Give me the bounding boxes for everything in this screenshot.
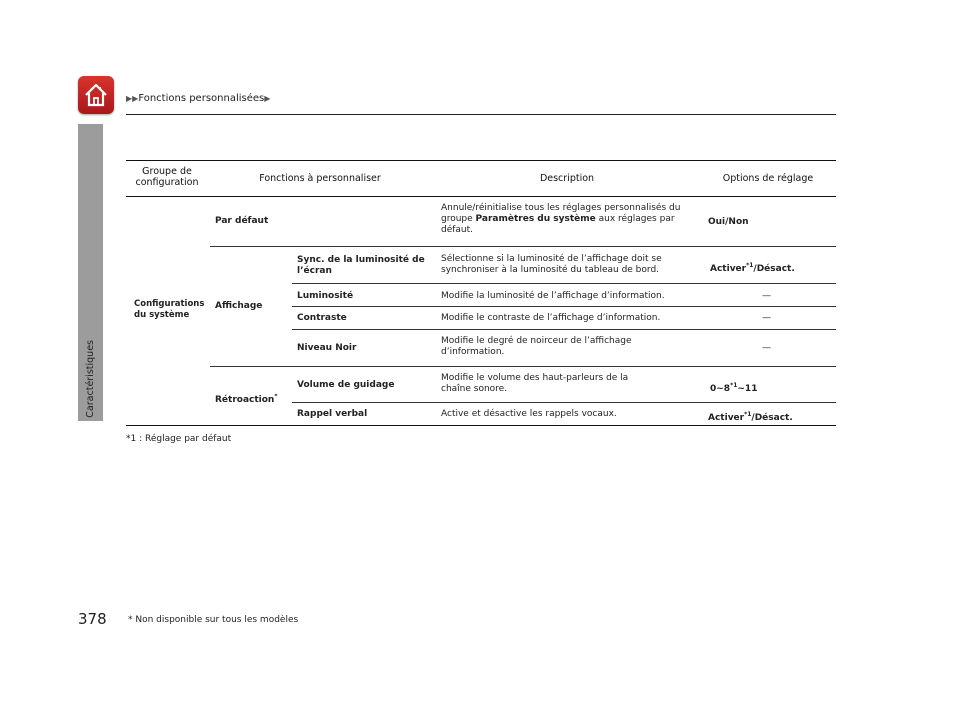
page-number: 378 bbox=[78, 610, 107, 628]
par-defaut-description: Annule/réinitialise tous les réglages personnalisés du groupe Paramètres du système aux réglages par défaut. bbox=[441, 203, 681, 235]
niveau-noir-option: — bbox=[762, 343, 771, 353]
row-rule bbox=[210, 366, 836, 367]
contraste-option: — bbox=[762, 313, 771, 323]
niveau-noir-description: Modifie le degré de noirceur de l’affichage d’information. bbox=[441, 336, 632, 357]
retroaction-label: Rétroaction* bbox=[215, 393, 278, 405]
luminosite-option: — bbox=[762, 291, 771, 301]
table-bottom-rule bbox=[126, 425, 836, 426]
contraste-function: Contraste bbox=[297, 313, 347, 323]
rappel-verbal-option: Activer$^{*1}$/Désact. bbox=[708, 411, 793, 423]
niveau-noir-function: Niveau Noir bbox=[297, 343, 357, 353]
rappel-verbal-function: Rappel verbal bbox=[297, 409, 368, 419]
header-rule bbox=[126, 114, 836, 115]
volume-guidage-description: Modifie le volume des haut-parleurs de la chaîne sonore. bbox=[441, 373, 629, 394]
row-rule bbox=[292, 329, 836, 330]
breadcrumb-arrow-icon: ▶ bbox=[264, 94, 271, 103]
row-rule bbox=[292, 402, 836, 403]
luminosite-function: Luminosité bbox=[297, 291, 354, 301]
volume-guidage-option: 0~8$^{*1}$~11 bbox=[710, 382, 758, 394]
sync-option: Activer$^{*1}$/Désact. bbox=[710, 262, 795, 274]
sync-description: Sélectionne si la luminosité de l’affichage doit se synchroniser à la luminosité du tableau de bord. bbox=[441, 254, 662, 275]
breadcrumb-arrow-icon: ▶▶ bbox=[126, 94, 139, 103]
group-label: Configurations du système bbox=[134, 299, 205, 320]
volume-guidage-function: Volume de guidage bbox=[297, 380, 395, 390]
header-group: Groupe de configuration bbox=[135, 166, 199, 188]
breadcrumb[interactable] bbox=[126, 93, 270, 104]
table-top-rule bbox=[126, 160, 836, 161]
sidebar-label: Caractéristiques bbox=[85, 340, 96, 418]
header-description: Description bbox=[539, 173, 595, 184]
rappel-verbal-description: Active et désactive les rappels vocaux. bbox=[441, 409, 617, 419]
row-rule bbox=[210, 246, 836, 247]
header-options: Options de réglage bbox=[722, 173, 814, 184]
row-rule bbox=[292, 306, 836, 307]
table-footnote: *1 : Réglage par défaut bbox=[126, 434, 232, 444]
sync-function: Sync. de la luminosité de l’écran bbox=[297, 255, 425, 276]
bottom-footnote: * Non disponible sur tous les modèles bbox=[128, 615, 299, 625]
header-functions: Fonctions à personnaliser bbox=[259, 173, 381, 184]
par-defaut-label: Par défaut bbox=[215, 216, 269, 226]
luminosite-description: Modifie la luminosité de l’affichage d’information. bbox=[441, 291, 665, 301]
table-header-rule bbox=[126, 196, 836, 197]
affichage-label: Affichage bbox=[215, 301, 263, 311]
home-icon[interactable] bbox=[78, 76, 114, 114]
breadcrumb-label[interactable]: Fonctions personnalisées bbox=[138, 93, 265, 104]
row-rule bbox=[292, 283, 836, 284]
contraste-description: Modifie le contraste de l’affichage d’information. bbox=[441, 313, 661, 323]
par-defaut-option: Oui/Non bbox=[708, 217, 749, 227]
